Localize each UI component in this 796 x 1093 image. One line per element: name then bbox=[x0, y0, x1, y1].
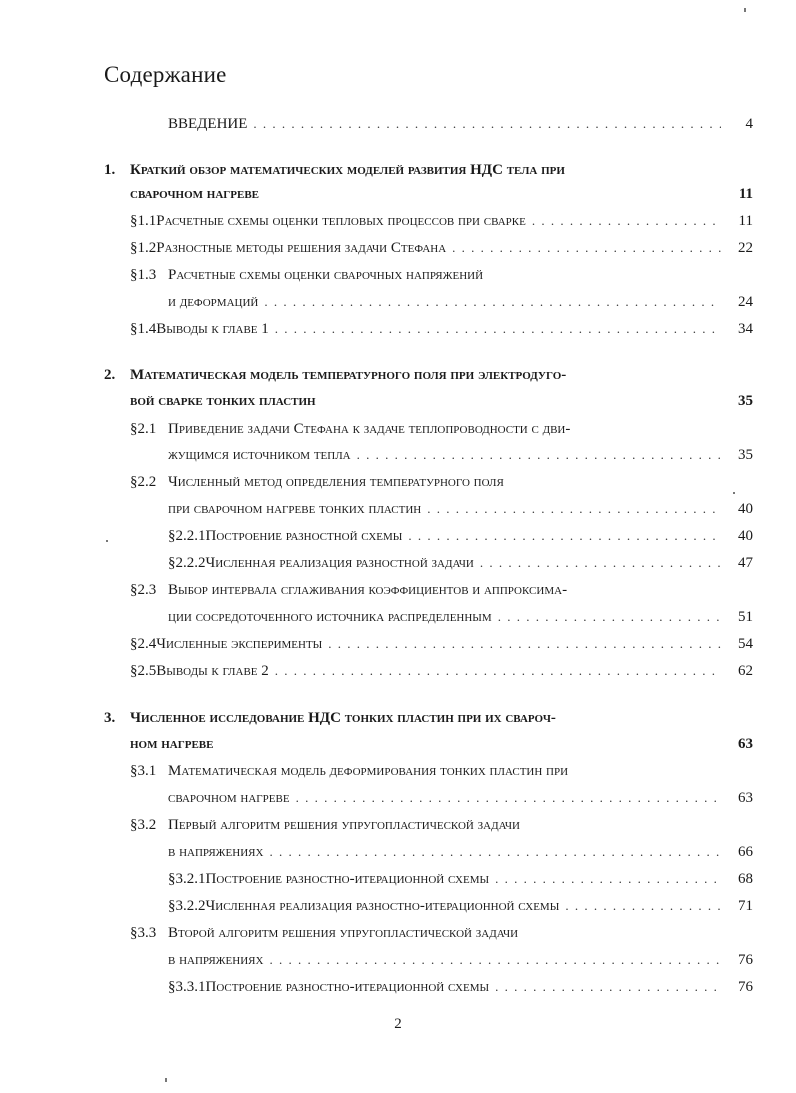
toc-section-2-2[interactable] bbox=[130, 471, 753, 493]
scan-speck bbox=[106, 540, 108, 542]
toc-section-3-2[interactable] bbox=[130, 814, 753, 836]
toc-section-3-2-cont[interactable] bbox=[168, 841, 753, 863]
toc-entry-page: 4 bbox=[745, 116, 753, 132]
toc-section-title: Второй алгоритм решения упругопластической задачи bbox=[168, 925, 519, 941]
toc-subsection-title: Построение разностно-итерационной схемы bbox=[205, 871, 490, 887]
leader-dots bbox=[427, 498, 721, 520]
toc-section-2-3-cont[interactable] bbox=[168, 606, 753, 628]
toc-section-title-cont: жущимся источником тепла bbox=[168, 447, 351, 463]
leader-dots bbox=[565, 895, 721, 917]
leader-dots bbox=[480, 552, 721, 574]
toc-chapter-page: 35 bbox=[738, 393, 753, 409]
leader-dots bbox=[408, 525, 721, 547]
leader-dots bbox=[269, 949, 721, 971]
toc-entry-introduction[interactable] bbox=[168, 113, 753, 135]
leader-dots bbox=[452, 237, 721, 259]
toc-section-title: Численный метод определения температурного поля bbox=[168, 474, 504, 490]
toc-subsection-3-2-1[interactable] bbox=[168, 868, 753, 890]
toc-section-page: 76 bbox=[738, 952, 753, 968]
leader-dots bbox=[498, 606, 721, 628]
toc-section-page: 34 bbox=[738, 321, 753, 337]
toc-section-number: §3.3 bbox=[130, 925, 157, 941]
toc-section-title-cont: ции сосредоточенного источника распределенным bbox=[168, 609, 492, 625]
toc-section-page: 51 bbox=[738, 609, 753, 625]
leader-dots bbox=[275, 318, 721, 340]
toc-section-page: 24 bbox=[738, 294, 753, 310]
toc-section-page: 54 bbox=[738, 636, 753, 652]
toc-subsection-2-2-1[interactable] bbox=[168, 525, 753, 547]
toc-subsection-title: Построение разностно-итерационной схемы bbox=[205, 979, 490, 995]
leader-dots bbox=[296, 787, 721, 809]
toc-section-page: 62 bbox=[738, 663, 753, 679]
toc-subsection-3-3-1[interactable] bbox=[168, 976, 753, 998]
toc-section-number: §2.2 bbox=[130, 474, 157, 490]
toc-subsection-title: Построение разностной схемы bbox=[205, 528, 403, 544]
leader-dots bbox=[328, 633, 721, 655]
leader-dots bbox=[357, 444, 721, 466]
toc-section-title-cont: при сварочном нагреве тонких пластин bbox=[168, 501, 422, 517]
page-number: 2 bbox=[394, 1016, 402, 1032]
toc-chapter-2-cont[interactable] bbox=[130, 390, 753, 412]
toc-section-title-cont: в напряжениях bbox=[168, 952, 264, 968]
toc-section-number: §2.5 bbox=[130, 663, 157, 679]
toc-section-page: 11 bbox=[738, 213, 753, 229]
leader-dots bbox=[495, 868, 721, 890]
toc-chapter-title: Численное исследование НДС тонких пластин при их свароч- bbox=[130, 710, 556, 726]
toc-subsection-number: §3.3.1 bbox=[168, 979, 206, 995]
toc-section-2-2-cont[interactable] bbox=[168, 498, 753, 520]
toc-section-title: Выводы к главе 1 bbox=[156, 321, 269, 337]
toc-section-title: Расчетные схемы оценки сварочных напряжений bbox=[168, 267, 484, 283]
toc-chapter-3-cont[interactable] bbox=[130, 733, 753, 755]
toc-chapter-number: 1. bbox=[104, 162, 116, 178]
toc-section-title: Разностные методы решения задачи Стефана bbox=[156, 240, 447, 256]
toc-section-number: §3.2 bbox=[130, 817, 157, 833]
toc-chapter-1[interactable] bbox=[104, 159, 753, 181]
toc-section-title: Приведение задачи Стефана к задаче теплопроводности с дви- bbox=[168, 421, 571, 437]
toc-section-3-1-cont[interactable] bbox=[168, 787, 753, 809]
toc-section-3-3[interactable] bbox=[130, 922, 753, 944]
toc-subsection-page: 68 bbox=[738, 871, 753, 887]
toc-chapter-1-cont[interactable] bbox=[130, 183, 753, 205]
toc-section-title: Выбор интервала сглаживания коэффициентов и аппроксима- bbox=[168, 582, 568, 598]
toc-chapter-title-cont: сварочном нагреве bbox=[130, 186, 260, 202]
toc-entry-text: ВВЕДЕНИЕ bbox=[168, 116, 248, 132]
toc-section-number: §1.4 bbox=[130, 321, 157, 337]
toc-subsection-2-2-2[interactable] bbox=[168, 552, 753, 574]
toc-section-title-cont: в напряжениях bbox=[168, 844, 264, 860]
toc-subsection-page: 40 bbox=[738, 528, 753, 544]
toc-section-number: §2.3 bbox=[130, 582, 157, 598]
leader-dots bbox=[264, 291, 721, 313]
leader-dots bbox=[495, 976, 721, 998]
toc-section-2-4[interactable] bbox=[130, 633, 753, 655]
toc-subsection-page: 47 bbox=[738, 555, 753, 571]
toc-section-2-3[interactable] bbox=[130, 579, 753, 601]
toc-chapter-title: Математическая модель температурного поля при электродуго- bbox=[130, 367, 567, 383]
toc-subsection-number: §2.2.1 bbox=[168, 528, 206, 544]
toc-section-title-cont: и деформаций bbox=[168, 294, 259, 310]
toc-subsection-number: §2.2.2 bbox=[168, 555, 206, 571]
toc-section-title: Численные эксперименты bbox=[156, 636, 323, 652]
toc-chapter-page: 11 bbox=[738, 186, 753, 202]
scan-speck bbox=[165, 1078, 167, 1082]
leader-dots bbox=[275, 660, 721, 682]
toc-section-number: §2.1 bbox=[130, 421, 157, 437]
toc-subsection-3-2-2[interactable] bbox=[168, 895, 753, 917]
toc-section-page: 66 bbox=[738, 844, 753, 860]
toc-chapter-number: 3. bbox=[104, 710, 116, 726]
toc-section-1-3[interactable] bbox=[130, 264, 753, 286]
page-title: Содержание bbox=[104, 62, 227, 87]
toc-subsection-title: Численная реализация разностной задачи bbox=[205, 555, 474, 571]
toc-section-title: Расчетные схемы оценки тепловых процессов при сварке bbox=[156, 213, 526, 229]
leader-dots bbox=[269, 841, 721, 863]
toc-chapter-page: 63 bbox=[738, 736, 753, 752]
toc-section-1-1[interactable] bbox=[130, 210, 753, 232]
toc-section-1-4[interactable] bbox=[130, 318, 753, 340]
toc-section-title: Первый алгоритм решения упругопластической задачи bbox=[168, 817, 520, 833]
toc-section-number: §3.1 bbox=[130, 763, 157, 779]
toc-section-number: §1.2 bbox=[130, 240, 157, 256]
toc-section-number: §1.3 bbox=[130, 267, 157, 283]
toc-section-2-5[interactable] bbox=[130, 660, 753, 682]
toc-section-title: Математическая модель деформирования тонких пластин при bbox=[168, 763, 569, 779]
toc-subsection-page: 76 bbox=[738, 979, 753, 995]
toc-subsection-title: Численная реализация разностно-итерационной схемы bbox=[205, 898, 560, 914]
toc-section-page: 40 bbox=[738, 501, 753, 517]
leader-dots bbox=[532, 210, 721, 232]
scan-speck bbox=[733, 492, 735, 494]
toc-chapter-2[interactable] bbox=[104, 364, 753, 386]
toc-subsection-number: §3.2.2 bbox=[168, 898, 206, 914]
toc-chapter-title-cont: вой сварке тонких пластин bbox=[130, 393, 316, 409]
toc-section-3-3-cont[interactable] bbox=[168, 949, 753, 971]
toc-chapter-title: Краткий обзор математических моделей развития НДС тела при bbox=[130, 162, 565, 178]
toc-subsection-number: §3.2.1 bbox=[168, 871, 206, 887]
toc-section-title: Выводы к главе 2 bbox=[156, 663, 269, 679]
scan-speck bbox=[744, 8, 746, 12]
toc-subsection-page: 71 bbox=[738, 898, 753, 914]
toc-section-1-2[interactable] bbox=[130, 237, 753, 259]
toc-section-2-1[interactable] bbox=[130, 418, 753, 440]
toc-section-number: §2.4 bbox=[130, 636, 157, 652]
toc-section-page: 63 bbox=[738, 790, 753, 806]
toc-section-3-1[interactable] bbox=[130, 760, 753, 782]
toc-section-page: 22 bbox=[738, 240, 753, 256]
toc-section-1-3-cont[interactable] bbox=[168, 291, 753, 313]
toc-section-title-cont: сварочном нагреве bbox=[168, 790, 290, 806]
leader-dots bbox=[253, 113, 721, 135]
toc-chapter-number: 2. bbox=[104, 367, 116, 383]
toc-section-page: 35 bbox=[738, 447, 753, 463]
toc-section-number: §1.1 bbox=[130, 213, 157, 229]
toc-chapter-3[interactable] bbox=[104, 707, 753, 729]
toc-section-2-1-cont[interactable] bbox=[168, 444, 753, 466]
toc-chapter-title-cont: ном нагреве bbox=[130, 736, 214, 752]
